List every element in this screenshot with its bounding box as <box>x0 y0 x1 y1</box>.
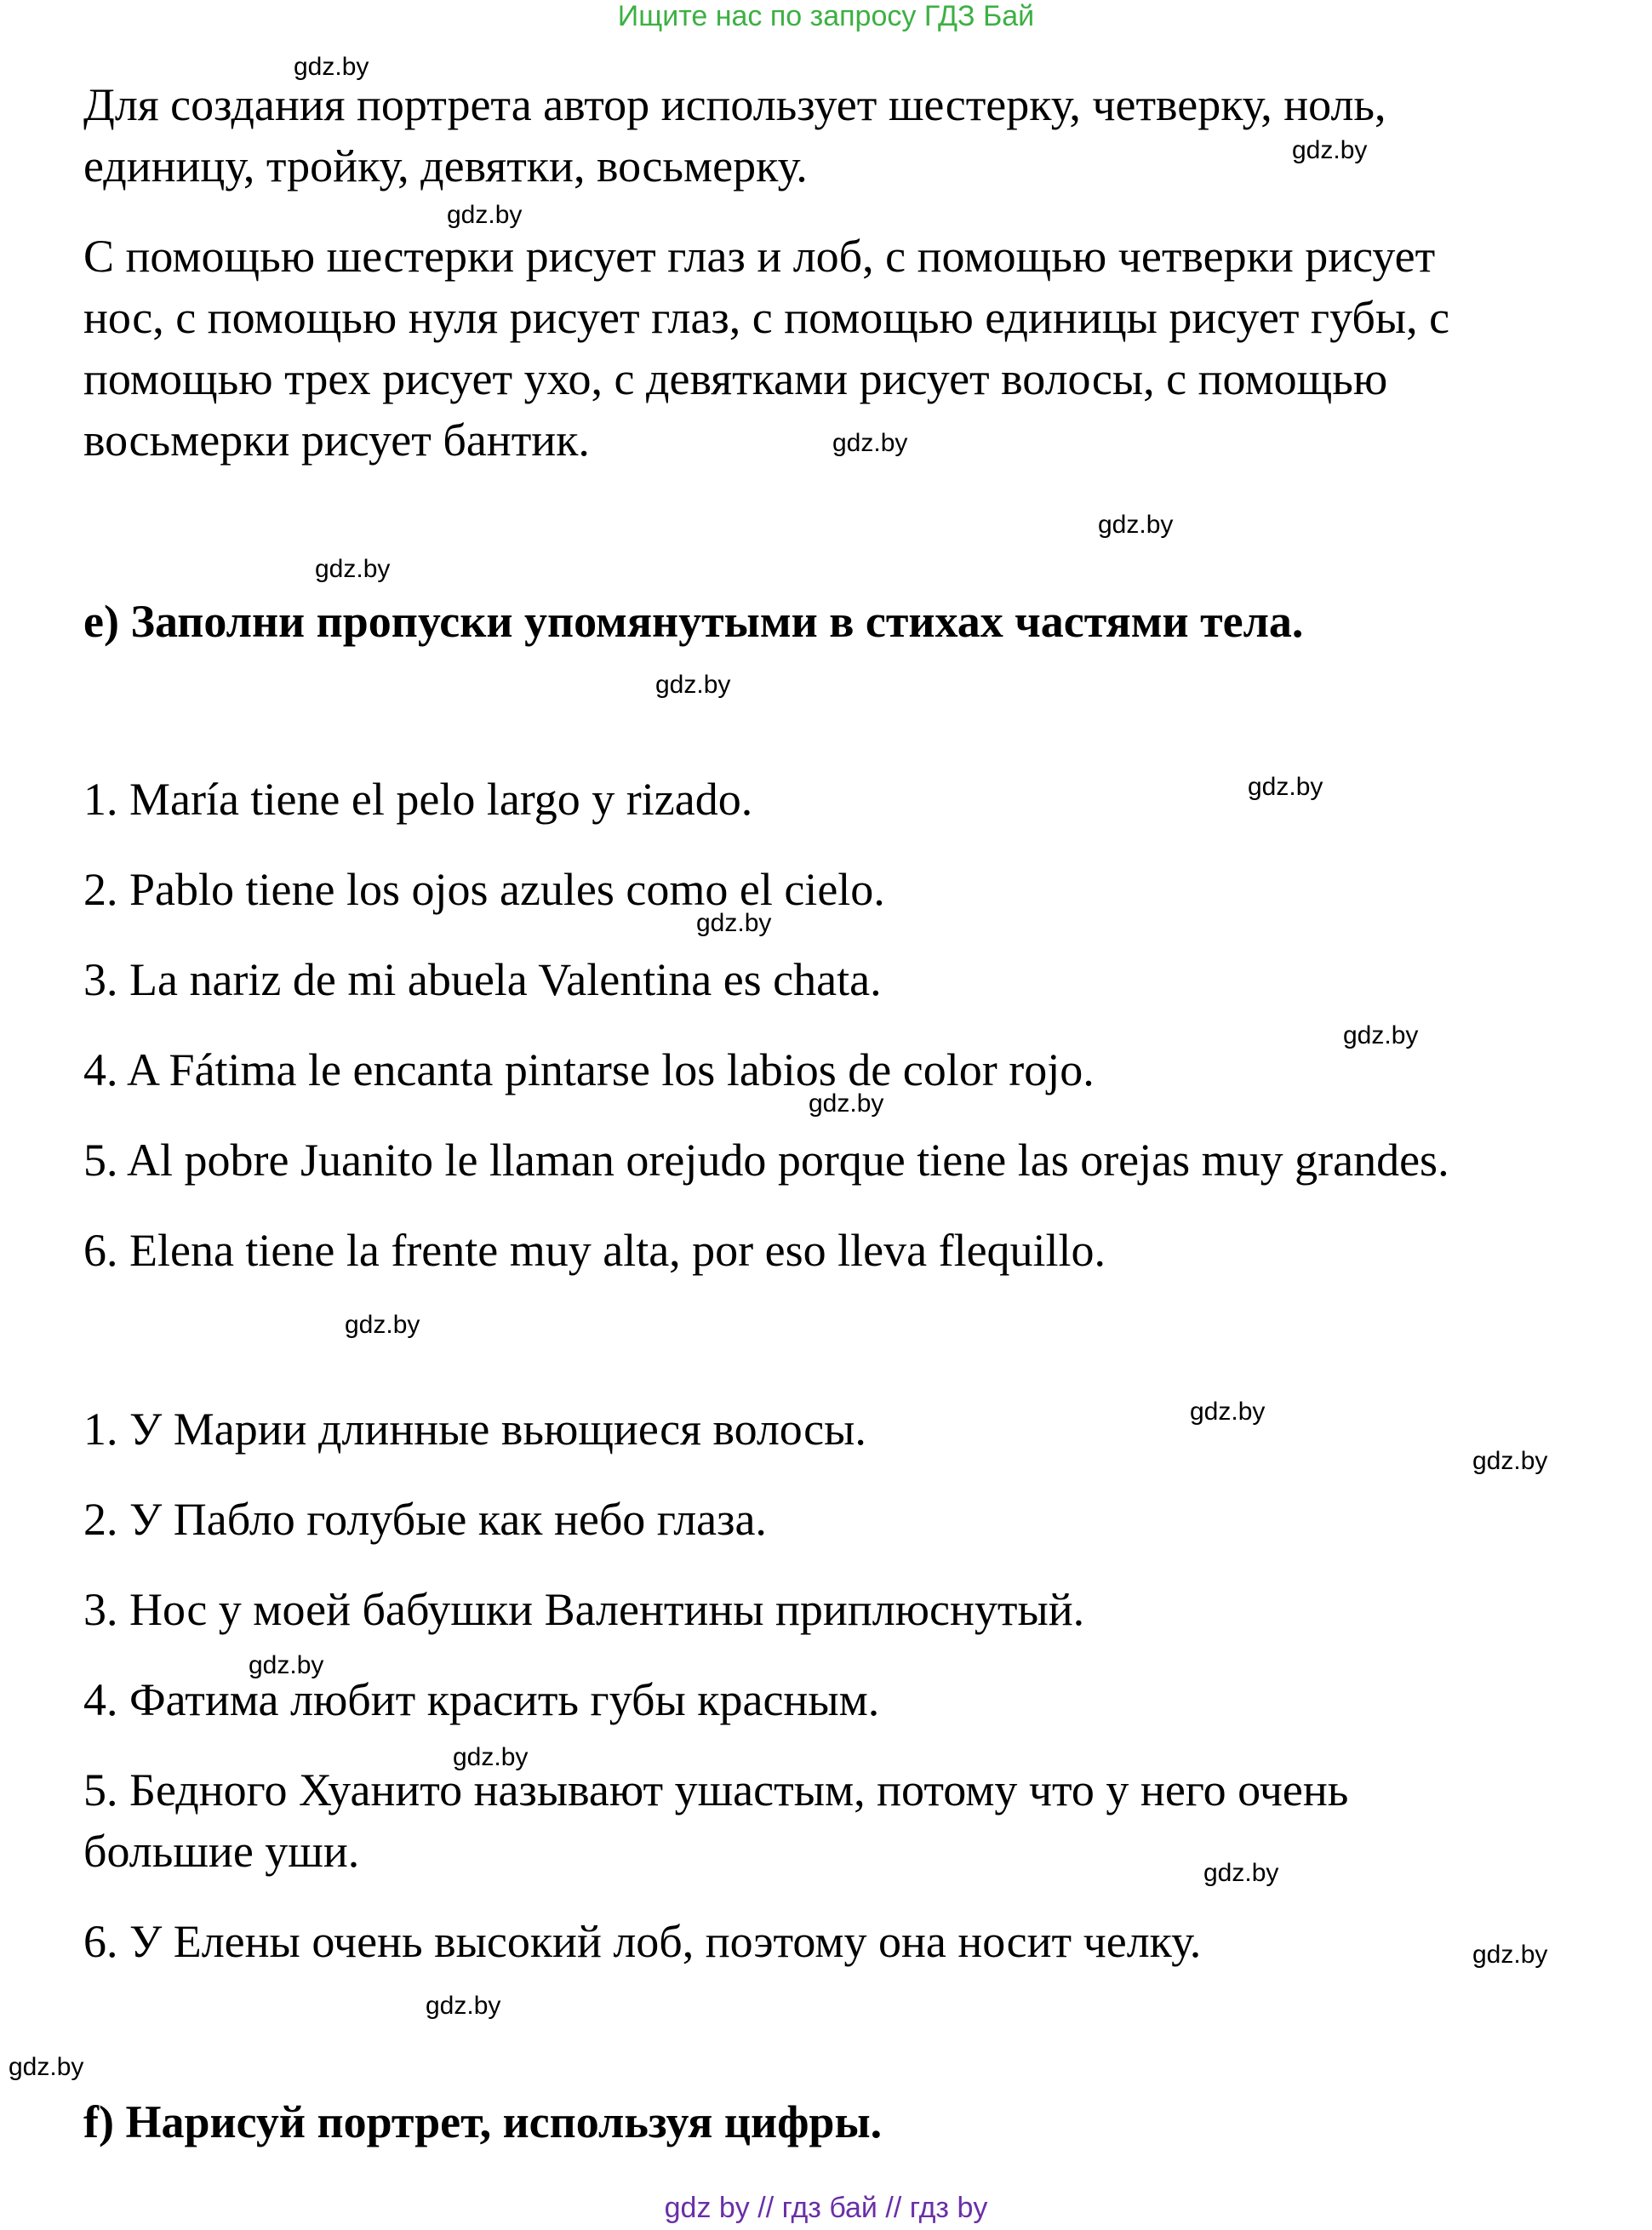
intro-line: нос, с помощью нуля рисует глаз, с помощью единицы рисует губы, с <box>83 292 1450 343</box>
watermark: gdz.by <box>696 909 772 937</box>
spanish-sentence: 3. La nariz de mi abuela Valentina es chata. <box>83 954 882 1005</box>
watermark: gdz.by <box>1248 773 1323 801</box>
russian-sentence: 1. У Марии длинные вьющиеся волосы. <box>83 1404 866 1455</box>
watermark: gdz.by <box>832 429 908 457</box>
russian-sentence: 3. Нос у моей бабушки Валентины приплюснутый. <box>83 1584 1085 1635</box>
spanish-sentence: 6. Elena tiene la frente muy alta, por eso lleva flequillo. <box>83 1225 1106 1276</box>
intro-line: помощью трех рисует ухо, с девятками рисует волосы, с помощью <box>83 353 1388 404</box>
spanish-sentence: 4. A Fátima le encanta pintarse los labios de color rojo. <box>83 1044 1095 1095</box>
russian-sentence: 4. Фатима любит красить губы красным. <box>83 1674 880 1725</box>
intro-line: Для создания портрета автор использует шестерку, четверку, ноль, <box>83 79 1386 130</box>
watermark: gdz.by <box>1472 1941 1548 1969</box>
top-search-banner: Ищите нас по запросу ГДЗ Бай <box>617 0 1035 32</box>
watermark: gdz.by <box>1343 1021 1419 1049</box>
watermark: gdz.by <box>9 2053 84 2081</box>
watermark: gdz.by <box>655 671 731 699</box>
watermark: gdz.by <box>315 555 391 583</box>
watermark: gdz.by <box>294 53 369 81</box>
watermark: gdz.by <box>1292 136 1368 164</box>
watermark: gdz.by <box>1203 1859 1279 1887</box>
russian-sentence: 5. Бедного Хуанито называют ушастым, потому что у него очень <box>83 1764 1349 1815</box>
spanish-sentence: 5. Al pobre Juanito le llaman orejudo porque tiene las orejas muy grandes. <box>83 1135 1449 1186</box>
watermark: gdz.by <box>426 1992 501 2020</box>
watermark: gdz.by <box>345 1311 420 1339</box>
watermark: gdz.by <box>1190 1398 1266 1426</box>
russian-sentence: 6. У Елены очень высокий лоб, поэтому она носит челку. <box>83 1916 1202 1967</box>
spanish-sentence: 1. María tiene el pelo largo y rizado. <box>83 774 753 825</box>
spanish-sentence: 2. Pablo tiene los ojos azules como el cielo. <box>83 864 885 915</box>
intro-line: восьмерки рисует бантик. <box>83 415 590 466</box>
watermark: gdz.by <box>1098 511 1174 539</box>
footer-links: gdz by // гдз бай // гдз by <box>664 2192 988 2224</box>
section-f-heading: f) Нарисуй портрет, используя цифры. <box>83 2096 883 2147</box>
watermark: gdz.by <box>809 1089 884 1118</box>
watermark: gdz.by <box>453 1743 529 1771</box>
watermark: gdz.by <box>249 1651 324 1679</box>
watermark: gdz.by <box>447 201 523 229</box>
russian-sentence: большие уши. <box>83 1826 360 1877</box>
watermark: gdz.by <box>1472 1447 1548 1475</box>
section-e-heading: e) Заполни пропуски упомянутыми в стихах частями тела. <box>83 596 1304 647</box>
intro-line: С помощью шестерки рисует глаз и лоб, с помощью четверки рисует <box>83 231 1436 282</box>
intro-line: единицу, тройку, девятки, восьмерку. <box>83 140 808 192</box>
russian-sentence: 2. У Пабло голубые как небо глаза. <box>83 1494 767 1545</box>
